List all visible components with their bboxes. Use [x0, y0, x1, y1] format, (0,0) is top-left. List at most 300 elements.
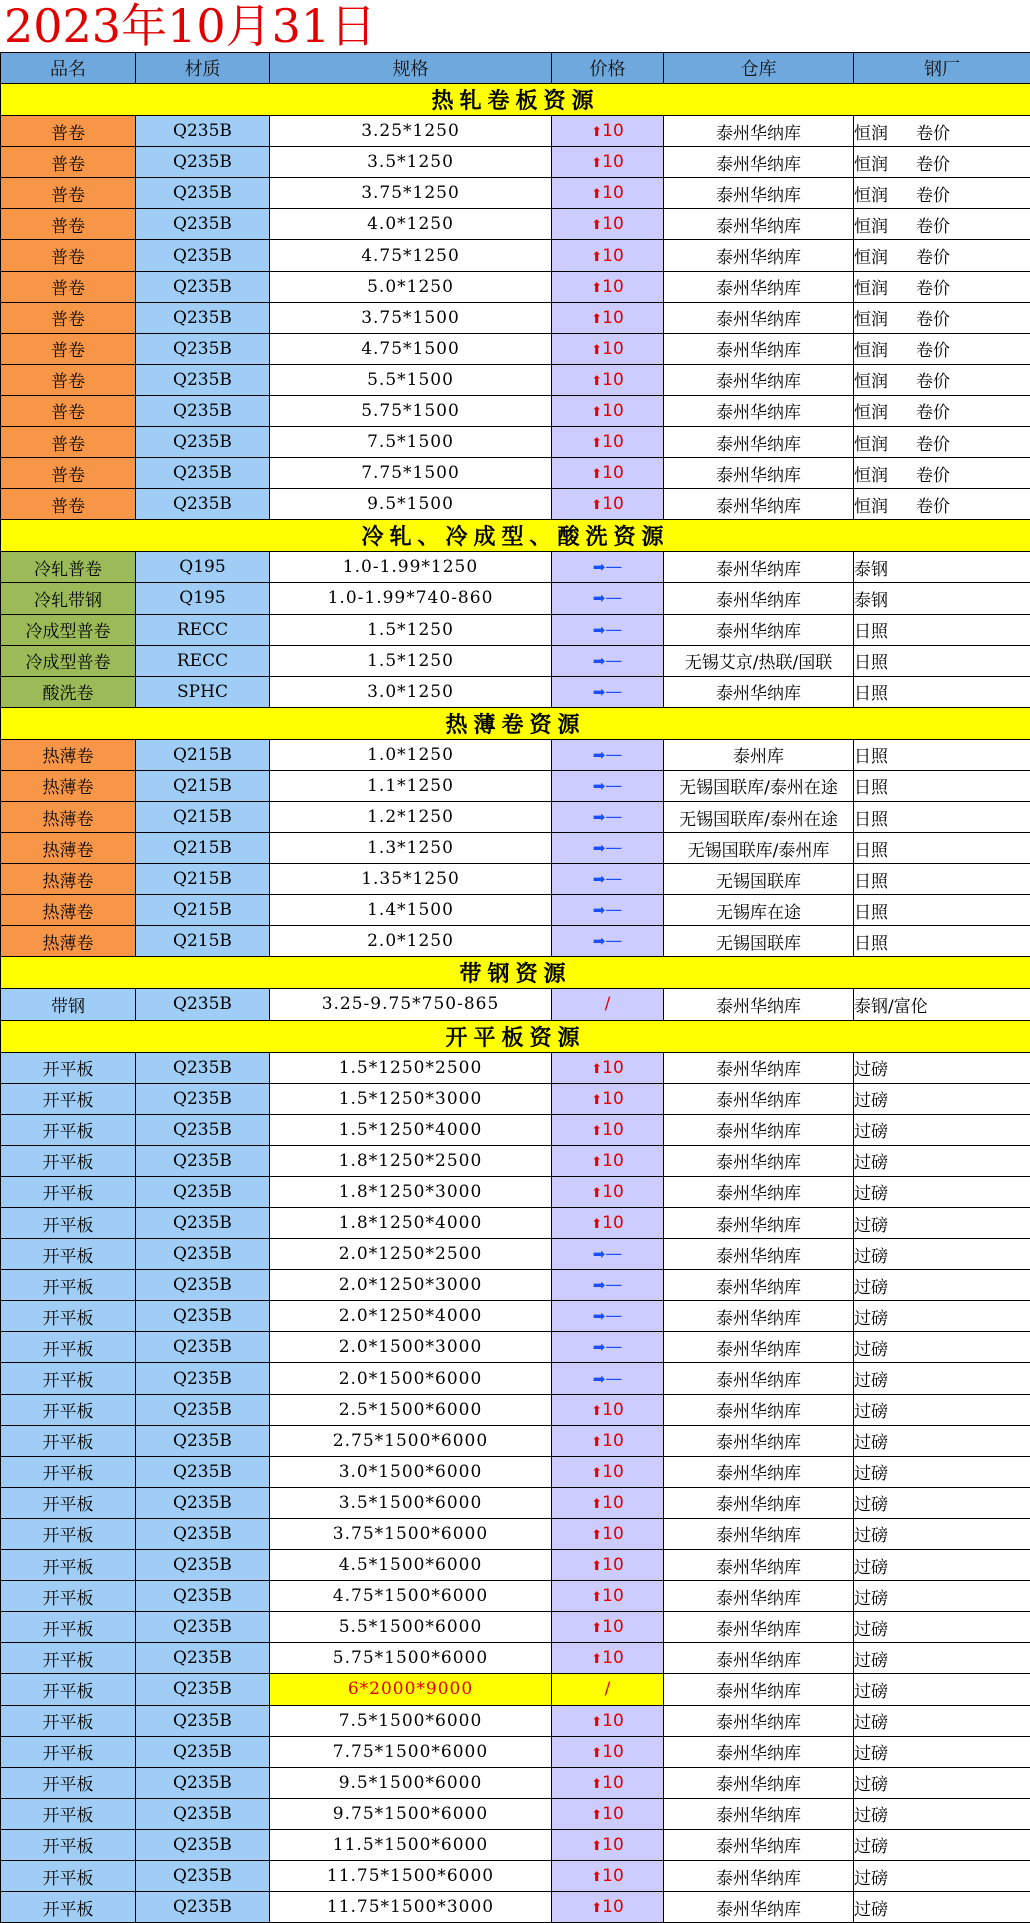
table-row: [1, 1363, 1030, 1394]
table-row: [1, 364, 1030, 395]
cell-spec: 3.0*1500*6000: [270, 1456, 552, 1487]
cell-material: Q235B: [136, 240, 270, 271]
cell-mill: [854, 395, 1030, 426]
mill-note: 卷价: [916, 212, 950, 237]
cell-spec: 3.75*1500: [270, 302, 552, 333]
table-row: [1, 1487, 1030, 1518]
col-header-spec: 规格: [270, 53, 552, 84]
cell-mill: [854, 1332, 1030, 1363]
arrow-up-icon: ⬆: [591, 436, 602, 451]
cell-product-name: 开平板: [1, 1456, 136, 1487]
cell-warehouse: 泰州华纳库: [664, 1518, 854, 1549]
mill-name: 过磅: [854, 1153, 888, 1173]
arrow-up-icon: ⬆: [591, 1217, 602, 1232]
arrow-up-icon: ⬆: [591, 250, 602, 265]
cell-product-name: 开平板: [1, 1176, 136, 1207]
cell-mill: [854, 1456, 1030, 1487]
cell-mill: [854, 1083, 1030, 1114]
cell-material: Q235B: [136, 1705, 270, 1736]
cell-product-name: 开平板: [1, 1798, 136, 1829]
mill-name: 过磅: [854, 1184, 888, 1204]
mill-name: 日照: [854, 747, 888, 767]
cell-spec: 2.0*1250: [270, 926, 552, 957]
cell-product-name: 热薄卷: [1, 864, 136, 895]
arrow-up-icon: ⬆: [591, 187, 602, 202]
cell-material: Q235B: [136, 1456, 270, 1487]
price-change-value: 10: [602, 1586, 624, 1606]
cell-product-name: 开平板: [1, 1425, 136, 1456]
arrow-up-icon: ⬆: [591, 1062, 602, 1077]
table-row: [1, 1114, 1030, 1145]
mill-name: 日照: [854, 778, 888, 798]
cell-material: Q235B: [136, 1612, 270, 1643]
cell-warehouse: 泰州华纳库: [664, 1425, 854, 1456]
cell-product-name: 冷轧普卷: [1, 552, 136, 583]
cell-material: Q235B: [136, 1176, 270, 1207]
cell-material: Q235B: [136, 1208, 270, 1239]
cell-warehouse: 泰州华纳库: [664, 1239, 854, 1270]
price-change-value: 10: [602, 277, 624, 297]
cell-material: Q235B: [136, 302, 270, 333]
cell-material: Q235B: [136, 1052, 270, 1083]
arrow-up-icon: ⬆: [591, 1839, 602, 1854]
price-change-value: 10: [602, 432, 624, 452]
cell-product-name: 普卷: [1, 178, 136, 209]
cell-material: Q235B: [136, 178, 270, 209]
cell-spec: 4.5*1500*6000: [270, 1550, 552, 1581]
cell-material: Q235B: [136, 271, 270, 302]
cell-spec: 9.5*1500: [270, 489, 552, 520]
cell-price: [552, 614, 664, 645]
price-change-value: —: [605, 1369, 622, 1389]
cell-warehouse: 泰州华纳库: [664, 1487, 854, 1518]
table-row: [1, 240, 1030, 271]
cell-product-name: 普卷: [1, 302, 136, 333]
cell-mill: [854, 1239, 1030, 1270]
cell-material: RECC: [136, 645, 270, 676]
cell-warehouse: 泰州华纳库: [664, 1301, 854, 1332]
table-row: [1, 739, 1030, 770]
cell-price: [552, 302, 664, 333]
cell-spec: 3.75*1500*6000: [270, 1518, 552, 1549]
price-change-value: 10: [602, 1213, 624, 1233]
cell-price: [552, 489, 664, 520]
mill-name: 过磅: [854, 1900, 888, 1920]
cell-product-name: 开平板: [1, 1145, 136, 1176]
table-row: [1, 1239, 1030, 1270]
cell-material: Q235B: [136, 989, 270, 1020]
cell-warehouse: 泰州华纳库: [664, 1705, 854, 1736]
cell-price: [552, 1083, 664, 1114]
mill-name: 过磅: [854, 1402, 888, 1422]
price-change-value: —: [605, 838, 622, 858]
cell-price: [552, 833, 664, 864]
arrow-up-icon: ⬆: [591, 1590, 602, 1605]
mill-name: 日照: [854, 934, 888, 954]
cell-price: [552, 1518, 664, 1549]
table-row: [1, 427, 1030, 458]
cell-spec: 1.8*1250*2500: [270, 1145, 552, 1176]
cell-mill: [854, 1829, 1030, 1860]
arrow-up-icon: ⬆: [591, 1497, 602, 1512]
cell-mill: [854, 1643, 1030, 1674]
price-change-value: 10: [602, 1711, 624, 1731]
cell-material: Q235B: [136, 364, 270, 395]
arrow-up-icon: ⬆: [591, 1093, 602, 1108]
mill-name: 过磅: [854, 1060, 888, 1080]
cell-spec: 3.75*1250: [270, 178, 552, 209]
section-header-row: [1, 707, 1030, 739]
cell-product-name: 开平板: [1, 1581, 136, 1612]
cell-warehouse: 泰州华纳库: [664, 116, 854, 147]
cell-price: [552, 645, 664, 676]
price-change-value: 10: [602, 121, 624, 141]
mill-name: 过磅: [854, 1589, 888, 1609]
cell-product-name: 开平板: [1, 1705, 136, 1736]
cell-product-name: 热薄卷: [1, 895, 136, 926]
price-change-value: 10: [602, 1493, 624, 1513]
table-row: [1, 1612, 1030, 1643]
arrow-up-icon: ⬆: [591, 1186, 602, 1201]
price-change-value: 10: [602, 1400, 624, 1420]
cell-product-name: 开平板: [1, 1301, 136, 1332]
cell-warehouse: 泰州华纳库: [664, 1581, 854, 1612]
price-change-value: 10: [602, 401, 624, 421]
table-row: [1, 1145, 1030, 1176]
cell-material: Q215B: [136, 770, 270, 801]
cell-warehouse: 泰州华纳库: [664, 302, 854, 333]
price-change-value: 10: [602, 1182, 624, 1202]
arrow-up-icon: ⬆: [591, 1808, 602, 1823]
cell-product-name: 开平板: [1, 1550, 136, 1581]
table-row: [1, 1860, 1030, 1891]
table-row: [1, 1643, 1030, 1674]
mill-name: 日照: [854, 684, 888, 704]
price-table-body: [1, 53, 1030, 1923]
price-change-value: —: [605, 620, 622, 640]
cell-warehouse: 泰州华纳库: [664, 1176, 854, 1207]
mill-name: 恒润: [854, 341, 888, 361]
header-row: [1, 53, 1030, 84]
table-row: [1, 271, 1030, 302]
arrow-up-icon: ⬆: [591, 125, 602, 140]
cell-product-name: 开平板: [1, 1612, 136, 1643]
cell-product-name: 开平板: [1, 1860, 136, 1891]
arrow-up-icon: ⬆: [591, 1435, 602, 1450]
cell-product-name: 热薄卷: [1, 833, 136, 864]
mill-name: 恒润: [854, 124, 888, 144]
cell-product-name: 开平板: [1, 1239, 136, 1270]
price-change-value: —: [605, 1275, 622, 1295]
price-change-value: —: [605, 588, 622, 608]
arrow-up-icon: ⬆: [591, 1715, 602, 1730]
price-change-value: 10: [602, 1835, 624, 1855]
mill-note: 卷价: [916, 336, 950, 361]
cell-product-name: 开平板: [1, 1363, 136, 1394]
cell-mill: [854, 1736, 1030, 1767]
price-change-value: 10: [602, 370, 624, 390]
cell-mill: [854, 583, 1030, 614]
cell-spec: 1.0-1.99*740-860: [270, 583, 552, 614]
price-change-value: —: [605, 807, 622, 827]
cell-mill: [854, 833, 1030, 864]
cell-price: [552, 1456, 664, 1487]
arrow-up-icon: ⬆: [591, 1466, 602, 1481]
cell-mill: [854, 1550, 1030, 1581]
arrow-up-icon: ⬆: [591, 218, 602, 233]
cell-warehouse: 泰州华纳库: [664, 1798, 854, 1829]
cell-mill: [854, 458, 1030, 489]
cell-price: [552, 427, 664, 458]
cell-mill: [854, 1145, 1030, 1176]
cell-material: Q235B: [136, 458, 270, 489]
cell-warehouse: 泰州库: [664, 739, 854, 770]
arrow-up-icon: ⬆: [591, 281, 602, 296]
cell-price: [552, 1145, 664, 1176]
price-change-value: —: [605, 931, 622, 951]
table-row: [1, 1892, 1030, 1923]
cell-spec: 4.0*1250: [270, 209, 552, 240]
cell-product-name: 普卷: [1, 209, 136, 240]
cell-mill: [854, 739, 1030, 770]
cell-mill: [854, 489, 1030, 520]
cell-warehouse: 泰州华纳库: [664, 1083, 854, 1114]
cell-material: Q235B: [136, 395, 270, 426]
price-change-value: 10: [602, 183, 624, 203]
mill-note: 卷价: [916, 398, 950, 423]
cell-price: [552, 271, 664, 302]
cell-mill: [854, 1487, 1030, 1518]
mill-name: 过磅: [854, 1309, 888, 1329]
cell-material: Q235B: [136, 333, 270, 364]
cell-material: Q215B: [136, 895, 270, 926]
table-row: [1, 1767, 1030, 1798]
table-row: [1, 302, 1030, 333]
cell-price: [552, 1239, 664, 1270]
cell-mill: [854, 864, 1030, 895]
cell-spec: 11.75*1500*6000: [270, 1860, 552, 1891]
mill-name: 恒润: [854, 186, 888, 206]
cell-price: [552, 1892, 664, 1923]
table-row: [1, 1425, 1030, 1456]
cell-price: [552, 864, 664, 895]
cell-product-name: 热薄卷: [1, 801, 136, 832]
cell-price: [552, 364, 664, 395]
table-row: [1, 1083, 1030, 1114]
cell-price: [552, 1798, 664, 1829]
cell-spec: 5.5*1500*6000: [270, 1612, 552, 1643]
table-row: [1, 147, 1030, 178]
cell-spec: 2.0*1250*4000: [270, 1301, 552, 1332]
section-title: 热薄卷资源: [1, 707, 1030, 739]
arrow-up-icon: ⬆: [591, 343, 602, 358]
table-row: [1, 116, 1030, 147]
cell-mill: [854, 1425, 1030, 1456]
mill-name: 恒润: [854, 372, 888, 392]
cell-price: [552, 178, 664, 209]
cell-material: Q195: [136, 583, 270, 614]
cell-price: [552, 1487, 664, 1518]
mill-name: 过磅: [854, 1713, 888, 1733]
cell-price: [552, 926, 664, 957]
cell-spec: 2.0*1250*3000: [270, 1270, 552, 1301]
mill-name: 日照: [854, 653, 888, 673]
cell-material: Q235B: [136, 1083, 270, 1114]
cell-mill: [854, 1767, 1030, 1798]
cell-spec: 1.2*1250: [270, 801, 552, 832]
cell-price: [552, 1425, 664, 1456]
col-header-mill: 钢厂: [854, 53, 1030, 84]
cell-material: Q235B: [136, 1301, 270, 1332]
cell-warehouse: 泰州华纳库: [664, 209, 854, 240]
cell-product-name: 普卷: [1, 240, 136, 271]
arrow-up-icon: ⬆: [591, 1901, 602, 1916]
arrow-up-icon: ⬆: [591, 1124, 602, 1139]
cell-warehouse: 泰州华纳库: [664, 1767, 854, 1798]
cell-spec: 6*2000*9000: [270, 1674, 552, 1705]
cell-spec: 2.5*1500*6000: [270, 1394, 552, 1425]
cell-material: Q235B: [136, 1114, 270, 1145]
cell-warehouse: 泰州华纳库: [664, 583, 854, 614]
arrow-right-icon: ➡: [593, 932, 606, 950]
mill-name: 泰钢: [854, 560, 888, 580]
cell-material: Q235B: [136, 1829, 270, 1860]
cell-price: [552, 1301, 664, 1332]
arrow-up-icon: ⬆: [591, 1621, 602, 1636]
mill-note: 卷价: [916, 461, 950, 486]
cell-mill: [854, 1798, 1030, 1829]
cell-product-name: 带钢: [1, 989, 136, 1020]
arrow-right-icon: ➡: [593, 1307, 606, 1325]
arrow-right-icon: ➡: [593, 1276, 606, 1294]
table-row: [1, 1332, 1030, 1363]
cell-warehouse: 泰州华纳库: [664, 1270, 854, 1301]
cell-material: SPHC: [136, 676, 270, 707]
cell-warehouse: 泰州华纳库: [664, 364, 854, 395]
table-row: [1, 1581, 1030, 1612]
table-row: [1, 583, 1030, 614]
cell-mill: [854, 1892, 1030, 1923]
section-title: 冷轧、冷成型、酸洗资源: [1, 520, 1030, 552]
cell-warehouse: 泰州华纳库: [664, 614, 854, 645]
price-table: [0, 52, 1030, 1923]
cell-material: Q235B: [136, 1860, 270, 1891]
cell-product-name: 开平板: [1, 1736, 136, 1767]
arrow-up-icon: ⬆: [591, 467, 602, 482]
arrow-right-icon: ➡: [593, 746, 606, 764]
cell-price: [552, 116, 664, 147]
mill-name: 恒润: [854, 435, 888, 455]
mill-name: 恒润: [854, 155, 888, 175]
cell-warehouse: 无锡库在途: [664, 895, 854, 926]
cell-mill: [854, 1052, 1030, 1083]
table-row: [1, 395, 1030, 426]
cell-product-name: 开平板: [1, 1394, 136, 1425]
cell-mill: [854, 1394, 1030, 1425]
cell-warehouse: 泰州华纳库: [664, 1829, 854, 1860]
cell-material: Q235B: [136, 209, 270, 240]
cell-warehouse: 泰州华纳库: [664, 1145, 854, 1176]
mill-name: 日照: [854, 622, 888, 642]
cell-material: Q235B: [136, 1425, 270, 1456]
cell-warehouse: 泰州华纳库: [664, 1363, 854, 1394]
mill-name: 泰钢/富伦: [854, 997, 928, 1017]
cell-price: [552, 1736, 664, 1767]
cell-mill: [854, 1518, 1030, 1549]
cell-material: Q235B: [136, 1550, 270, 1581]
cell-spec: 1.3*1250: [270, 833, 552, 864]
cell-warehouse: 无锡国联库: [664, 864, 854, 895]
price-change-value: 10: [602, 1804, 624, 1824]
cell-warehouse: 泰州华纳库: [664, 552, 854, 583]
cell-material: Q235B: [136, 1145, 270, 1176]
arrow-up-icon: ⬆: [591, 1404, 602, 1419]
cell-price: [552, 458, 664, 489]
col-header-name: 品名: [1, 53, 136, 84]
table-row: [1, 1829, 1030, 1860]
mill-note: 卷价: [916, 492, 950, 517]
cell-warehouse: 泰州华纳库: [664, 1860, 854, 1891]
table-row: [1, 1456, 1030, 1487]
cell-spec: 1.1*1250: [270, 770, 552, 801]
arrow-right-icon: ➡: [593, 808, 606, 826]
cell-warehouse: 泰州华纳库: [664, 1394, 854, 1425]
table-row: [1, 1394, 1030, 1425]
cell-mill: [854, 271, 1030, 302]
price-change-value: 10: [602, 1773, 624, 1793]
cell-spec: 4.75*1250: [270, 240, 552, 271]
cell-price: [552, 1208, 664, 1239]
cell-spec: 1.5*1250: [270, 645, 552, 676]
cell-warehouse: 泰州华纳库: [664, 1643, 854, 1674]
price-change-value: 10: [602, 152, 624, 172]
cell-warehouse: 泰州华纳库: [664, 1892, 854, 1923]
cell-warehouse: 泰州华纳库: [664, 333, 854, 364]
cell-product-name: 开平板: [1, 1083, 136, 1114]
cell-price: [552, 801, 664, 832]
cell-mill: [854, 1612, 1030, 1643]
cell-material: Q235B: [136, 1798, 270, 1829]
cell-warehouse: 泰州华纳库: [664, 1550, 854, 1581]
mill-name: 泰钢: [854, 591, 888, 611]
cell-material: Q235B: [136, 1892, 270, 1923]
cell-mill: [854, 1705, 1030, 1736]
table-row: [1, 1518, 1030, 1549]
table-row: [1, 1705, 1030, 1736]
cell-product-name: 普卷: [1, 271, 136, 302]
mill-name: 日照: [854, 872, 888, 892]
cell-spec: 1.35*1250: [270, 864, 552, 895]
arrow-right-icon: ➡: [593, 652, 606, 670]
arrow-up-icon: ⬆: [591, 374, 602, 389]
mill-name: 过磅: [854, 1837, 888, 1857]
price-change-value: 10: [602, 1897, 624, 1917]
cell-material: Q215B: [136, 833, 270, 864]
cell-spec: 7.75*1500*6000: [270, 1736, 552, 1767]
cell-product-name: 开平板: [1, 1270, 136, 1301]
col-header-material: 材质: [136, 53, 270, 84]
price-change-value: —: [605, 651, 622, 671]
cell-price: [552, 1643, 664, 1674]
cell-spec: 2.0*1250*2500: [270, 1239, 552, 1270]
cell-mill: [854, 552, 1030, 583]
mill-name: 恒润: [854, 466, 888, 486]
section-header-row: [1, 520, 1030, 552]
cell-material: Q235B: [136, 1674, 270, 1705]
cell-material: Q235B: [136, 1239, 270, 1270]
mill-note: 卷价: [916, 181, 950, 206]
price-change-value: —: [605, 900, 622, 920]
